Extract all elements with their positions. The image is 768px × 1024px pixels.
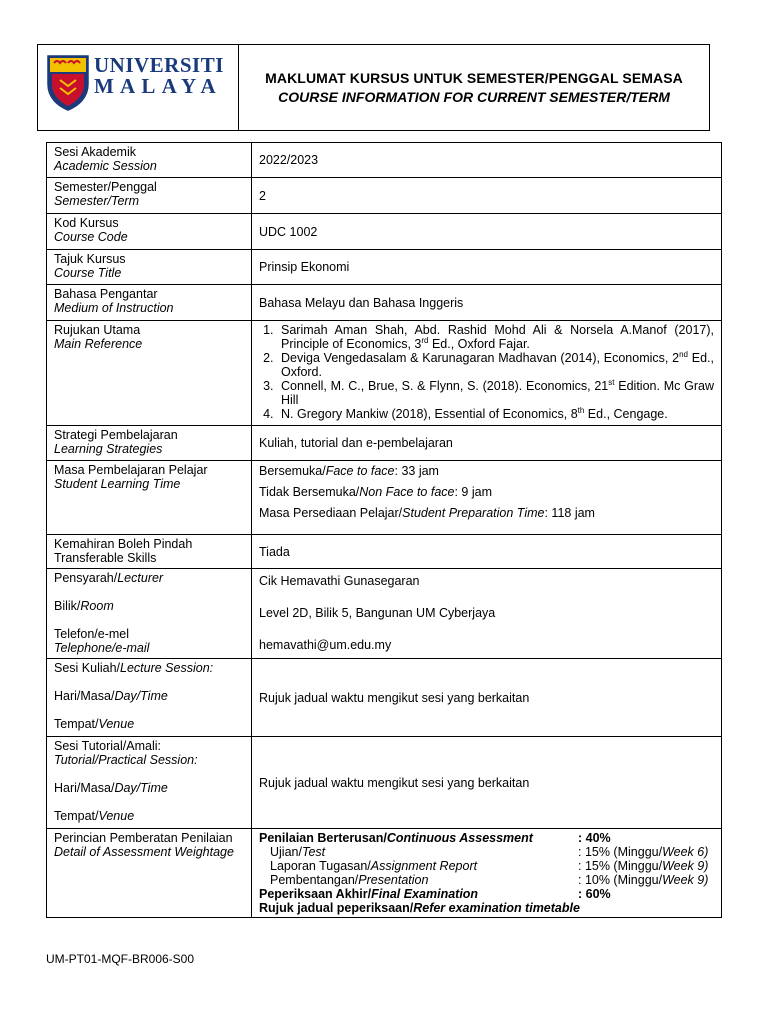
value-academic-session: 2022/2023 xyxy=(252,143,722,178)
row-main-reference xyxy=(47,321,722,426)
label-tutorial-session-english: Tutorial/Practical Session: xyxy=(54,753,198,767)
label-day-time: Hari/Masa/Day/Time xyxy=(54,781,168,795)
row-course-code xyxy=(47,214,722,250)
label-day-time: Hari/Masa/Day/Time xyxy=(54,689,168,703)
assessment-final-exam: Peperiksaan Akhir/Final Examination : 60% xyxy=(259,887,611,901)
assessment-report: Laporan Tugasan/Assignment Report : 15% (Minggu/Week 9) xyxy=(270,859,709,873)
row-transferable-skills xyxy=(47,535,722,569)
label-english: Medium of Instruction xyxy=(54,301,174,315)
row-medium xyxy=(47,285,722,321)
logo-wordmark-line2: MALAYA xyxy=(94,74,222,98)
reference-list xyxy=(259,323,714,421)
label-malay: Kemahiran Boleh Pindah xyxy=(54,537,193,551)
label-malay: Sesi Akademik xyxy=(54,145,136,159)
slt-preparation: Masa Persediaan Pelajar/Student Preparation Time: 118 jam xyxy=(259,506,595,520)
slt-non-face-to-face: Tidak Bersemuka/Non Face to face: 9 jam xyxy=(259,485,492,499)
label-english: Student Learning Time xyxy=(54,477,181,491)
document-code: UM-PT01-MQF-BR006-S00 xyxy=(46,952,195,966)
document-header xyxy=(37,44,710,131)
reference-item: 4. N. Gregory Mankiw (2018), Essential of Economics, 8th Ed., Cengage. xyxy=(277,407,714,421)
value-room: Level 2D, Bilik 5, Bangunan UM Cyberjaya xyxy=(259,606,496,620)
assessment-continuous: Penilaian Berterusan/Continuous Assessment : 40% xyxy=(259,831,611,845)
value-course-title: Prinsip Ekonomi xyxy=(252,250,722,285)
label-lecturer: Pensyarah/Lecturer xyxy=(54,571,164,585)
course-info-table xyxy=(46,142,722,918)
row-course-title xyxy=(47,250,722,285)
title-malay: MAKLUMAT KURSUS UNTUK SEMESTER/PENGGAL SEMASA xyxy=(265,70,683,86)
row-lecturer xyxy=(47,569,722,659)
label-english: Detail of Assessment Weightage xyxy=(54,845,234,859)
label-venue: Tempat/Venue xyxy=(54,809,135,823)
value-learning-strategies: Kuliah, tutorial dan e-pembelajaran xyxy=(252,426,722,461)
label-lecture-session: Sesi Kuliah/Lecture Session: xyxy=(54,661,214,675)
logo-wordmark-line1: UNIVERSITI xyxy=(94,53,224,77)
label-malay: Rujukan Utama xyxy=(54,323,141,337)
value-semester: 2 xyxy=(252,178,722,214)
label-english: Transferable Skills xyxy=(54,551,157,565)
value-course-code: UDC 1002 xyxy=(252,214,722,250)
row-lecture-session xyxy=(47,659,722,737)
row-assessment xyxy=(47,829,722,918)
label-malay: Perincian Pemberatan Penilaian xyxy=(54,831,233,845)
value-lecturer-name: Cik Hemavathi Gunasegaran xyxy=(259,574,420,588)
row-academic-session xyxy=(47,143,722,178)
university-logo xyxy=(38,45,239,130)
row-tutorial-session xyxy=(47,737,722,829)
label-malay: Strategi Pembelajaran xyxy=(54,428,178,442)
label-malay: Kod Kursus xyxy=(54,216,119,230)
value-email[interactable]: hemavathi@um.edu.my xyxy=(259,638,392,652)
label-english: Learning Strategies xyxy=(54,442,163,456)
label-english: Main Reference xyxy=(54,337,143,351)
slt-face-to-face: Bersemuka/Face to face: 33 jam xyxy=(259,464,439,478)
header-title-block xyxy=(239,45,709,130)
label-english: Course Title xyxy=(54,266,122,280)
assessment-refer-timetable: Rujuk jadual peperiksaan/Refer examination timetable xyxy=(259,901,580,915)
value-transferable-skills: Tiada xyxy=(252,535,722,569)
row-student-learning-time xyxy=(47,461,722,535)
reference-item: 3. Connell, M. C., Brue, S. & Flynn, S. (2018). Economics, 21st Edition. Mc Graw Hill xyxy=(277,379,714,407)
label-malay: Masa Pembelajaran Pelajar xyxy=(54,463,208,477)
university-crest-icon xyxy=(46,54,90,112)
reference-item: 1. Sarimah Aman Shah, Abd. Rashid Mohd Ali & Norsela A.Manof (2017), Principle of Economics, 3rd Ed., Oxford Fajar. xyxy=(277,323,714,351)
assessment-presentation: Pembentangan/Presentation : 10% (Minggu/Week 9) xyxy=(270,873,709,887)
value-medium: Bahasa Melayu dan Bahasa Inggeris xyxy=(252,285,722,321)
label-malay: Bahasa Pengantar xyxy=(54,287,158,301)
row-learning-strategies xyxy=(47,426,722,461)
assessment-test: Ujian/Test : 15% (Minggu/Week 6) xyxy=(270,845,709,859)
value-lecture-session: Rujuk jadual waktu mengikut sesi yang berkaitan xyxy=(252,659,722,737)
label-english: Semester/Term xyxy=(54,194,139,208)
label-malay: Tajuk Kursus xyxy=(54,252,126,266)
reference-item: 2. Deviga Vengedasalam & Karunagaran Madhavan (2014), Economics, 2nd Ed., Oxford. xyxy=(277,351,714,379)
label-malay: Semester/Penggal xyxy=(54,180,157,194)
title-english: COURSE INFORMATION FOR CURRENT SEMESTER/TERM xyxy=(278,89,670,105)
label-room: Bilik/Room xyxy=(54,599,114,613)
label-telephone-malay: Telefon/e-mel xyxy=(54,627,130,641)
row-semester xyxy=(47,178,722,214)
label-venue: Tempat/Venue xyxy=(54,717,135,731)
label-english: Course Code xyxy=(54,230,128,244)
label-tutorial-session: Sesi Tutorial/Amali: xyxy=(54,739,161,753)
label-telephone-english: Telephone/e-mail xyxy=(54,641,150,655)
label-english: Academic Session xyxy=(54,159,157,173)
value-tutorial-session: Rujuk jadual waktu mengikut sesi yang berkaitan xyxy=(252,737,722,829)
